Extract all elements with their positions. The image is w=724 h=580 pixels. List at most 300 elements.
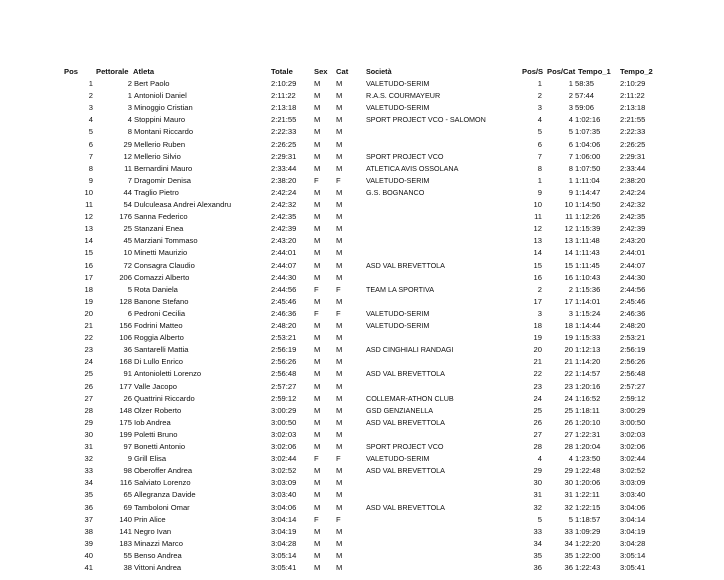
cell-pos-cat: 3 (568, 308, 573, 318)
cell-tempo-1: 1:11:04 (575, 175, 600, 185)
cell-societa: ASD VAL BREVETTOLA (366, 466, 445, 476)
table-row (0, 489, 724, 501)
cell-atleta: Fodrini Matteo (134, 321, 183, 330)
cell-atleta: Negro Ivan (134, 526, 172, 536)
cell-tempo-1: 1:22:00 (575, 550, 601, 560)
cell-pos-s: 3 (537, 308, 542, 318)
cell-pettorale: 128 (119, 296, 132, 306)
cell-atleta: Sanna Federico (134, 212, 188, 222)
cell-tempo-2: 2:13:18 (620, 103, 646, 113)
cell-tempo-1: 1:07:35 (575, 127, 601, 137)
cell-atleta: Antonioletti Lorenzo (134, 369, 202, 379)
cell-pos-cat: 10 (564, 200, 573, 209)
cell-pettorale: 177 (119, 381, 132, 391)
cell-cat: M (336, 79, 343, 88)
cell-pettorale: 10 (123, 248, 132, 258)
cell-atleta: Stanzani Enea (134, 224, 184, 234)
cell-pettorale: 9 (127, 454, 132, 464)
cell-pos-cat: 26 (564, 417, 573, 427)
table-row (0, 296, 724, 308)
cell-tempo-2: 2:56:26 (620, 357, 646, 367)
cell-pettorale: 141 (119, 526, 132, 536)
table-row (0, 284, 724, 296)
cell-pettorale: 7 (127, 175, 132, 185)
cell-cat: M (336, 91, 343, 101)
cell-pos-s: 29 (533, 466, 542, 476)
cell-pettorale: 183 (119, 538, 132, 548)
header-atleta: Atleta (133, 67, 155, 76)
cell-atleta: Pedroni Cecilia (134, 308, 186, 318)
cell-totale: 2:22:33 (271, 127, 297, 137)
table-row (0, 465, 724, 477)
cell-pos-cat: 16 (564, 272, 573, 282)
cell-pos: 16 (84, 260, 93, 270)
table-row (0, 211, 724, 223)
cell-totale: 3:03:09 (271, 478, 297, 488)
cell-atleta: Salviato Lorenzo (134, 478, 191, 488)
cell-pos: 20 (84, 308, 93, 318)
cell-pettorale: 38 (123, 563, 132, 572)
cell-pettorale: 91 (123, 369, 132, 379)
cell-sex: M (314, 103, 321, 113)
cell-cat: M (336, 550, 343, 560)
cell-atleta: Oberoffer Andrea (134, 466, 193, 476)
cell-pos-cat: 25 (564, 405, 573, 415)
cell-sex: F (314, 454, 319, 464)
cell-pos-cat: 28 (564, 442, 573, 451)
cell-tempo-2: 2:44:01 (620, 248, 646, 258)
cell-pos-cat: 19 (564, 333, 573, 343)
cell-pos-s: 27 (533, 429, 542, 439)
table-row (0, 453, 724, 465)
cell-sex: M (314, 200, 321, 209)
cell-sex: M (314, 466, 321, 476)
table-row (0, 550, 724, 562)
cell-societa: GSD GENZIANELLA (366, 405, 434, 415)
cell-cat: M (336, 248, 343, 258)
header-tempo-2: Tempo_2 (620, 67, 653, 76)
cell-atleta: Montani Riccardo (134, 127, 194, 137)
cell-tempo-2: 2:22:33 (620, 127, 646, 137)
cell-sex: M (314, 333, 321, 343)
cell-pos: 2 (88, 91, 93, 101)
cell-pos-s: 23 (533, 381, 542, 391)
cell-pos: 17 (84, 272, 93, 282)
cell-pettorale: 97 (123, 442, 132, 451)
table-row (0, 441, 724, 453)
cell-tempo-1: 1:22:15 (575, 502, 601, 512)
cell-pos-cat: 14 (564, 248, 573, 258)
cell-tempo-1: 1:10:43 (575, 272, 601, 282)
cell-pos: 13 (84, 224, 93, 234)
cell-tempo-2: 3:05:14 (620, 550, 646, 560)
cell-atleta: Minoggio Cristian (134, 103, 193, 113)
cell-cat: M (336, 127, 343, 137)
cell-sex: M (314, 151, 321, 161)
cell-pos: 6 (88, 139, 93, 149)
cell-pettorale: 3 (127, 103, 132, 113)
cell-atleta: Dulculeasa Andrei Alexandru (134, 200, 232, 209)
cell-pos: 38 (84, 526, 93, 536)
cell-tempo-2: 2:42:32 (620, 200, 646, 209)
cell-tempo-1: 1:18:11 (575, 405, 600, 415)
cell-pos-s: 19 (533, 333, 542, 343)
cell-totale: 3:00:50 (271, 417, 297, 427)
cell-pos-s: 1 (537, 175, 542, 185)
cell-societa: ATLETICA AVIS OSSOLANA (366, 163, 459, 173)
cell-pos-s: 11 (534, 212, 542, 222)
cell-pettorale: 55 (123, 550, 132, 560)
cell-pettorale: 5 (127, 284, 132, 294)
cell-pos: 10 (84, 187, 93, 197)
cell-sex: M (314, 357, 321, 367)
cell-atleta: Minetti Maurizio (134, 248, 188, 258)
cell-societa: VALETUDO-SERIM (366, 103, 430, 113)
cell-cat: M (336, 333, 343, 343)
cell-pos-s: 32 (533, 502, 542, 512)
table-row (0, 260, 724, 272)
cell-cat: F (336, 175, 341, 185)
cell-tempo-1: 1:20:04 (575, 442, 601, 451)
cell-cat: M (336, 478, 343, 488)
cell-sex: M (314, 139, 321, 149)
cell-atleta: Mellerio Silvio (134, 151, 181, 161)
cell-pos-s: 4 (537, 454, 542, 464)
cell-pos-s: 2 (537, 91, 542, 101)
cell-pos-cat: 35 (564, 550, 573, 560)
cell-tempo-1: 1:12:13 (575, 345, 601, 355)
cell-pos-s: 28 (533, 442, 542, 451)
cell-pos-s: 18 (533, 321, 542, 330)
cell-pettorale: 44 (123, 187, 132, 197)
cell-atleta: Bernardini Mauro (134, 163, 193, 173)
cell-tempo-1: 1:23:50 (575, 454, 601, 464)
cell-pos-s: 12 (533, 224, 542, 234)
cell-totale: 2:21:55 (271, 115, 297, 125)
table-row (0, 538, 724, 550)
cell-sex: M (314, 538, 321, 548)
cell-sex: M (314, 187, 321, 197)
cell-tempo-1: 1:07:50 (575, 163, 601, 173)
cell-tempo-2: 2:42:35 (620, 212, 646, 222)
cell-pos-cat: 1 (568, 175, 573, 185)
cell-totale: 2:42:39 (271, 224, 297, 234)
cell-atleta: Marziani Tommaso (134, 236, 198, 246)
cell-cat: M (336, 103, 343, 113)
cell-atleta: Dragomir Denisa (134, 175, 191, 185)
cell-atleta: Mellerio Ruben (134, 139, 186, 149)
cell-pos-s: 36 (533, 563, 542, 572)
table-row (0, 175, 724, 187)
cell-pos-s: 17 (533, 296, 542, 306)
cell-tempo-2: 2:43:20 (620, 236, 646, 246)
cell-tempo-1: 1:22:11 (575, 490, 600, 500)
cell-totale: 2:26:25 (271, 139, 297, 149)
cell-sex: M (314, 248, 321, 258)
cell-tempo-1: 1:12:26 (575, 212, 601, 222)
cell-sex: M (314, 429, 321, 439)
cell-totale: 2:56:48 (271, 369, 297, 379)
cell-atleta: Allegranza Davide (134, 490, 196, 500)
table-row (0, 163, 724, 175)
cell-atleta: Bert Paolo (134, 79, 170, 88)
cell-societa: VALETUDO-SERIM (366, 175, 430, 185)
cell-tempo-2: 2:57:27 (620, 381, 646, 391)
cell-sex: M (314, 163, 321, 173)
cell-pos-s: 26 (533, 417, 542, 427)
cell-pos-cat: 2 (568, 91, 573, 101)
cell-tempo-2: 2:42:24 (620, 187, 646, 197)
cell-tempo-2: 2:42:39 (620, 224, 646, 234)
cell-tempo-2: 3:04:06 (620, 502, 646, 512)
cell-pos-cat: 2 (568, 284, 573, 294)
cell-totale: 3:05:14 (271, 550, 297, 560)
cell-cat: M (336, 442, 343, 451)
cell-totale: 3:00:29 (271, 405, 297, 415)
cell-pos-s: 2 (537, 284, 542, 294)
cell-tempo-1: 1:14:47 (575, 187, 601, 197)
cell-totale: 2:44:07 (271, 260, 297, 270)
table-row (0, 151, 724, 163)
cell-atleta: Banone Stefano (134, 296, 189, 306)
cell-tempo-2: 2:59:12 (620, 393, 646, 403)
cell-sex: M (314, 296, 321, 306)
cell-pos-s: 9 (537, 187, 542, 197)
cell-atleta: Rota Daniela (134, 284, 178, 294)
cell-cat: M (336, 272, 343, 282)
cell-pettorale: 45 (123, 236, 132, 246)
cell-tempo-2: 3:00:29 (620, 405, 646, 415)
cell-pettorale: 54 (123, 200, 132, 209)
cell-pettorale: 106 (119, 333, 132, 343)
cell-sex: M (314, 212, 321, 222)
cell-cat: M (336, 429, 343, 439)
cell-pos-cat: 17 (564, 296, 573, 306)
cell-societa: ASD VAL BREVETTOLA (366, 260, 445, 270)
cell-pos: 35 (84, 490, 93, 500)
cell-atleta: Traglio Pietro (134, 187, 179, 197)
cell-pos-cat: 33 (564, 526, 573, 536)
cell-pos-s: 13 (533, 236, 542, 246)
cell-totale: 3:02:06 (271, 442, 297, 451)
cell-atleta: Antonioli Daniel (134, 91, 187, 101)
cell-tempo-2: 2:10:29 (620, 79, 646, 88)
cell-pos-s: 33 (533, 526, 542, 536)
table-row (0, 368, 724, 380)
cell-cat: M (336, 381, 343, 391)
cell-totale: 2:44:30 (271, 272, 297, 282)
header-pos: Pos (64, 67, 78, 76)
cell-tempo-2: 2:45:46 (620, 296, 646, 306)
cell-sex: M (314, 115, 321, 125)
cell-sex: M (314, 563, 321, 572)
table-row (0, 526, 724, 538)
cell-tempo-1: 1:14:44 (575, 321, 601, 330)
cell-pos: 11 (85, 200, 93, 209)
cell-societa: COLLEMAR-ATHON CLUB (366, 393, 454, 403)
cell-sex: M (314, 405, 321, 415)
cell-pettorale: 6 (127, 308, 132, 318)
cell-pos-s: 1 (537, 79, 542, 88)
cell-pos: 31 (84, 442, 93, 451)
cell-pos-s: 3 (537, 103, 542, 113)
cell-tempo-1: 1:14:01 (575, 296, 601, 306)
cell-atleta: Roggia Alberto (134, 333, 184, 343)
cell-pos: 19 (84, 296, 93, 306)
cell-pos: 8 (88, 163, 93, 173)
table-row (0, 126, 724, 138)
cell-cat: M (336, 526, 343, 536)
cell-totale: 3:04:06 (271, 502, 297, 512)
cell-pettorale: 98 (123, 466, 132, 476)
cell-sex: F (314, 175, 319, 185)
cell-pettorale: 65 (123, 490, 132, 500)
cell-pos: 30 (84, 429, 93, 439)
cell-cat: M (336, 405, 343, 415)
cell-pos-s: 10 (533, 200, 542, 209)
cell-cat: M (336, 321, 343, 330)
cell-totale: 2:29:31 (271, 151, 297, 161)
cell-pos-s: 8 (537, 163, 542, 173)
cell-cat: M (336, 357, 343, 367)
cell-sex: M (314, 381, 321, 391)
table-row (0, 223, 724, 235)
cell-atleta: Consagra Claudio (134, 260, 195, 270)
header-totale: Totale (271, 67, 293, 76)
cell-pos: 24 (84, 357, 93, 367)
cell-cat: M (336, 538, 343, 548)
cell-sex: M (314, 272, 321, 282)
cell-atleta: Poletti Bruno (134, 429, 178, 439)
cell-pos-cat: 27 (564, 429, 573, 439)
cell-tempo-2: 2:46:36 (620, 308, 646, 318)
cell-sex: M (314, 550, 321, 560)
cell-societa: VALETUDO-SERIM (366, 454, 430, 464)
cell-pettorale: 168 (119, 357, 132, 367)
cell-tempo-2: 3:03:40 (620, 490, 646, 500)
cell-cat: M (336, 151, 343, 161)
cell-pos-cat: 13 (564, 236, 573, 246)
cell-cat: M (336, 200, 343, 209)
cell-atleta: Di Lullo Enrico (134, 357, 183, 367)
cell-pos-s: 14 (533, 248, 542, 258)
cell-pos-cat: 5 (568, 127, 573, 137)
cell-pos: 21 (84, 321, 93, 330)
cell-totale: 2:11:22 (271, 91, 296, 101)
cell-tempo-1: 1:22:48 (575, 466, 601, 476)
cell-pettorale: 69 (123, 502, 132, 512)
cell-totale: 2:42:32 (271, 200, 297, 209)
cell-atleta: Comazzi Alberto (134, 272, 190, 282)
cell-atleta: Olzer Roberto (134, 405, 182, 415)
cell-pos-cat: 15 (564, 260, 573, 270)
cell-atleta: Stoppini Mauro (134, 115, 186, 125)
cell-sex: F (314, 284, 319, 294)
cell-tempo-1: 1:15:36 (575, 284, 601, 294)
cell-totale: 2:38:20 (271, 175, 297, 185)
cell-pos-cat: 3 (568, 103, 573, 113)
cell-totale: 3:02:03 (271, 429, 297, 439)
cell-totale: 2:43:20 (271, 236, 297, 246)
cell-pos: 39 (84, 538, 93, 548)
header-sex: Sex (314, 67, 328, 76)
header-pos-cat: Pos/Cat (547, 67, 576, 76)
cell-sex: M (314, 224, 321, 234)
cell-totale: 3:02:44 (271, 454, 297, 464)
cell-atleta: Iob Andrea (134, 417, 171, 427)
cell-sex: M (314, 502, 321, 512)
cell-societa: G.S. BOGNANCO (366, 187, 425, 197)
cell-cat: M (336, 466, 343, 476)
table-row (0, 102, 724, 114)
cell-pettorale: 11 (124, 163, 132, 173)
cell-totale: 2:13:18 (271, 103, 297, 113)
cell-pos-s: 15 (533, 260, 542, 270)
table-row (0, 477, 724, 489)
cell-pos: 26 (84, 381, 93, 391)
table-row (0, 272, 724, 284)
cell-atleta: Bonetti Antonio (134, 442, 186, 451)
cell-tempo-2: 3:02:06 (620, 442, 646, 451)
cell-pos: 41 (84, 563, 93, 572)
cell-pos-s: 31 (533, 490, 542, 500)
cell-tempo-2: 3:04:28 (620, 538, 646, 548)
cell-tempo-1: 1:20:06 (575, 478, 601, 488)
cell-cat: M (336, 260, 343, 270)
header-pos-s: Pos/S (522, 67, 544, 76)
cell-sex: M (314, 478, 321, 488)
cell-tempo-2: 3:05:41 (620, 563, 646, 572)
table-row (0, 235, 724, 247)
cell-pos: 36 (84, 502, 93, 512)
cell-pos-cat: 21 (564, 357, 573, 367)
cell-pos-s: 16 (533, 272, 542, 282)
table-header (0, 66, 724, 78)
cell-tempo-1: 1:06:00 (575, 151, 601, 161)
cell-cat: M (336, 369, 343, 379)
cell-totale: 2:33:44 (271, 163, 297, 173)
cell-sex: M (314, 369, 321, 379)
cell-tempo-1: 1:11:45 (575, 260, 600, 270)
cell-tempo-2: 2:11:22 (620, 91, 645, 101)
cell-sex: F (314, 514, 319, 524)
cell-cat: M (336, 502, 343, 512)
cell-cat: F (336, 284, 341, 294)
cell-tempo-2: 2:29:31 (620, 151, 646, 161)
cell-pos-cat: 5 (568, 514, 573, 524)
cell-pos: 14 (84, 236, 93, 246)
cell-tempo-1: 1:04:06 (575, 139, 601, 149)
cell-totale: 2:48:20 (271, 321, 297, 330)
cell-pos-cat: 8 (568, 163, 573, 173)
cell-tempo-1: 1:15:33 (575, 333, 601, 343)
cell-pos-cat: 7 (568, 151, 573, 161)
cell-tempo-2: 2:56:19 (620, 345, 646, 355)
cell-atleta: Vittoni Andrea (134, 563, 182, 572)
table-row (0, 356, 724, 368)
cell-atleta: Tamboloni Omar (134, 502, 190, 512)
cell-pettorale: 36 (123, 345, 132, 355)
cell-pos: 1 (88, 79, 93, 88)
cell-tempo-2: 3:00:50 (620, 417, 646, 427)
cell-pos: 40 (84, 550, 93, 560)
table-row (0, 393, 724, 405)
cell-pos: 34 (84, 478, 93, 488)
header-cat: Cat (336, 67, 349, 76)
cell-tempo-1: 1:11:43 (575, 248, 600, 258)
cell-tempo-2: 3:02:44 (620, 454, 646, 464)
cell-societa: VALETUDO-SERIM (366, 321, 430, 330)
